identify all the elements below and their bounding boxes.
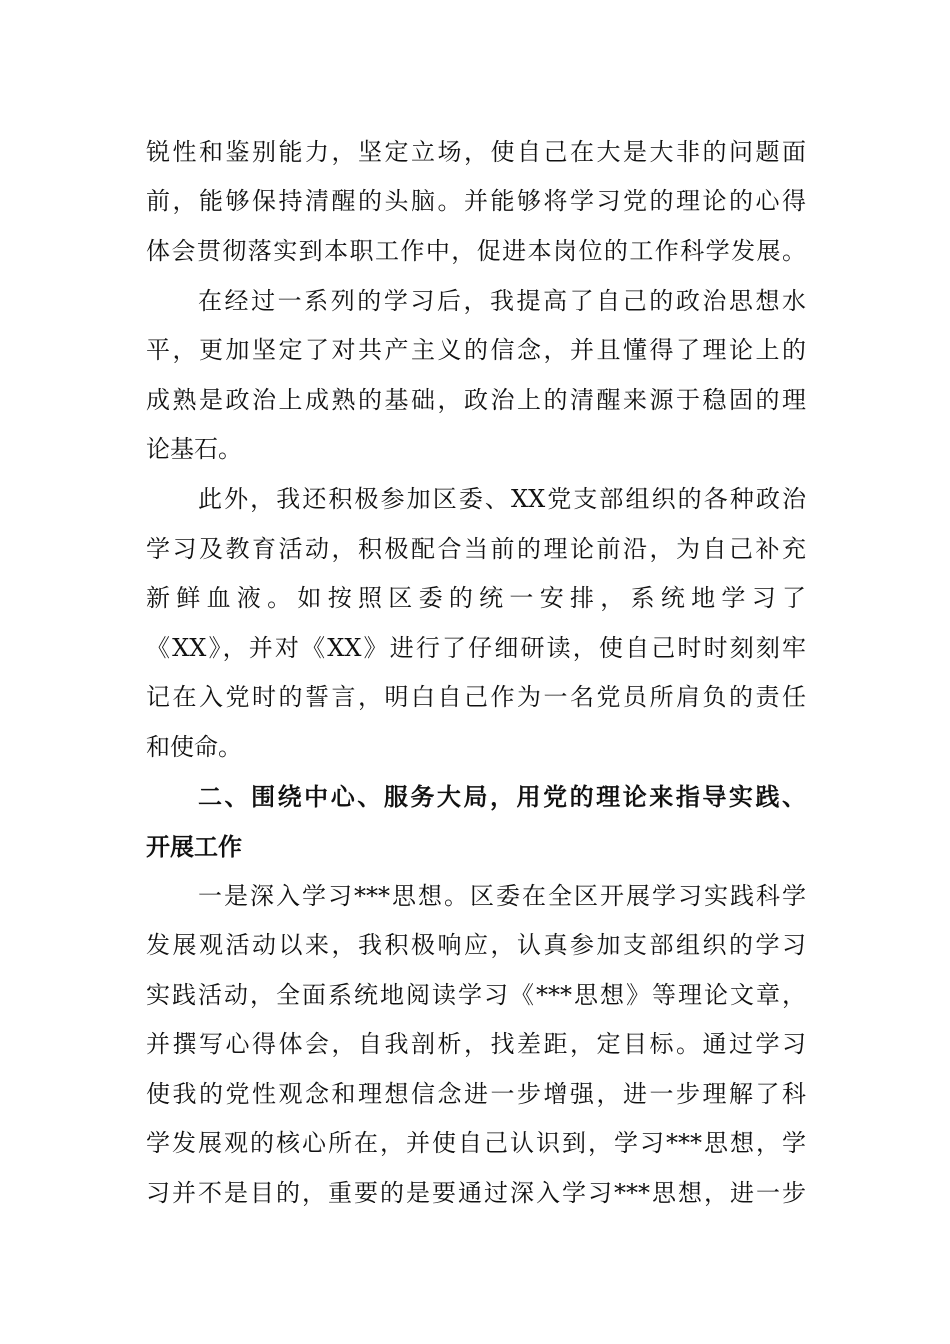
text-line: 习并不是目的，重要的是要通过深入学习***思想，进一步 (146, 1179, 806, 1207)
section-heading: 开展工作 (146, 832, 242, 861)
paragraph-first-line: 一是深入学习***思想。区委在全区开展学习实践科学 (198, 882, 806, 910)
text-line: 成熟是政治上成熟的基础，政治上的清醒来源于稳固的理 (146, 386, 806, 414)
section-heading: 二、围绕中心、服务大局，用党的理论来指导实践、 (198, 782, 806, 811)
text-line: 论基石。 (146, 435, 242, 463)
text-line: 体会贯彻落实到本职工作中，促进本岗位的工作科学发展。 (146, 237, 806, 265)
paragraph-first-line: 在经过一系列的学习后，我提高了自己的政治思想水 (198, 287, 806, 315)
text-line: 新鲜血液。如按照区委的统一安排，系统地学习了 (146, 584, 806, 612)
text-line: 《XX》，并对《XX》进行了仔细研读，使自己时时刻刻牢 (146, 634, 806, 662)
text-line: 前，能够保持清醒的头脑。并能够将学习党的理论的心得 (146, 187, 806, 215)
text-line: 并撰写心得体会，自我剖析，找差距，定目标。通过学习 (146, 1030, 806, 1058)
paragraph-first-line: 此外，我还积极参加区委、XX党支部组织的各种政治 (198, 485, 806, 513)
text-line: 记在入党时的誓言，明白自己作为一名党员所肩负的责任 (146, 683, 806, 711)
text-line: 实践活动，全面系统地阅读学习《***思想》等理论文章， (146, 981, 806, 1009)
text-line: 使我的党性观念和理想信念进一步增强，进一步理解了科 (146, 1080, 806, 1108)
text-line: 发展观活动以来，我积极响应，认真参加支部组织的学习 (146, 931, 806, 959)
text-line: 平，更加坚定了对共产主义的信念，并且懂得了理论上的 (146, 336, 806, 364)
text-line: 锐性和鉴别能力，坚定立场，使自己在大是大非的问题面 (146, 138, 806, 166)
text-line: 学发展观的核心所在，并使自己认识到，学习***思想，学 (146, 1129, 806, 1157)
text-line: 和使命。 (146, 733, 242, 761)
text-line: 学习及教育活动，积极配合当前的理论前沿，为自己补充 (146, 535, 806, 563)
